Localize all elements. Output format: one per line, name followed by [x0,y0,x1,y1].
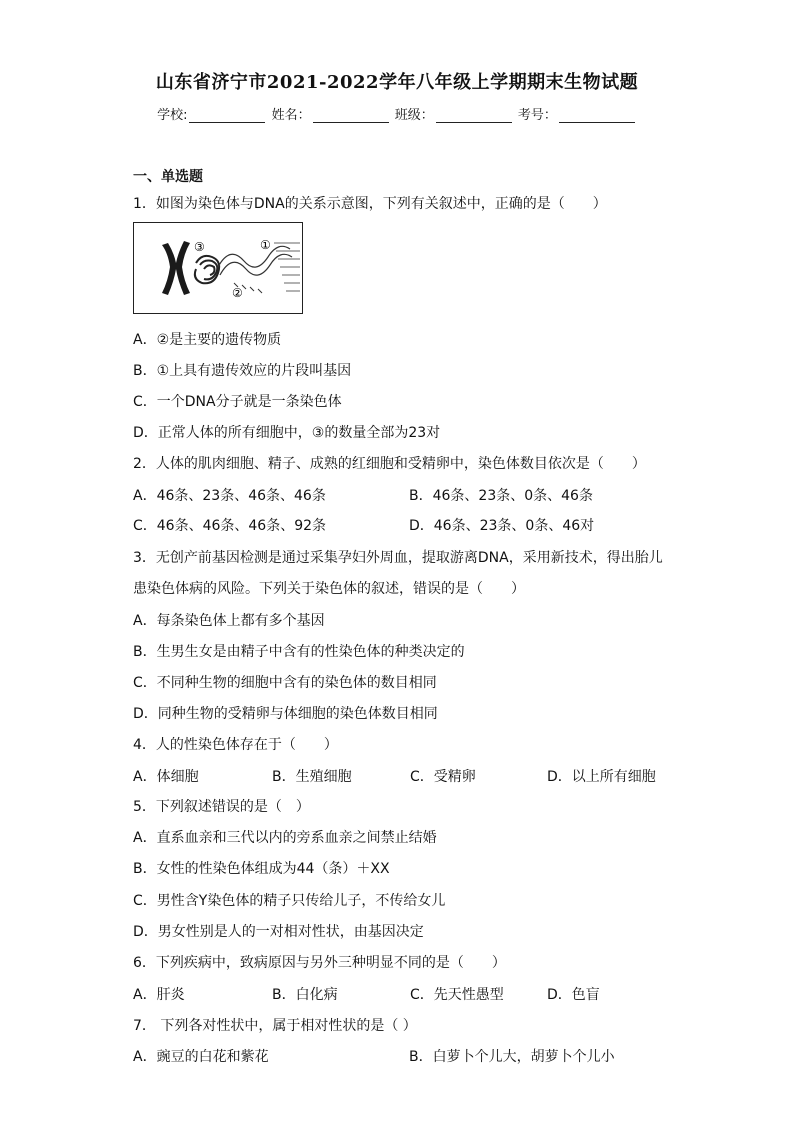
number-label: 考号： [517,108,557,123]
question-4-option-b[interactable]: B．生殖细胞 [272,769,352,785]
document-title: 山东省济宁市2021-2022学年八年级上学期期末生物试题 [155,72,639,93]
question-5-option-b[interactable]: B．女性的性染色体组成为44（条）＋XX [133,861,390,877]
question-4-option-c[interactable]: C．受精卵 [410,769,476,785]
question-6-option-c[interactable]: C．先天性愚型 [410,987,504,1003]
question-7-option-a[interactable]: A．豌豆的白花和紫花 [133,1049,269,1065]
dna-helix [218,243,300,293]
coiled-strand [195,256,219,283]
student-info-line [0,104,794,123]
school-blank[interactable] [189,108,265,123]
question-3-stem-line-2: 患染色体病的风险。下列关于染色体的叙述，错误的是（ ） [133,581,525,597]
question-3-stem-line-1: 3．无创产前基因检测是通过采集孕妇外周血，提取游离DNA，采用新技术，得出胎儿 [133,550,663,566]
question-7-stem: 7． 下列各对性状中，属于相对性状的是（ ） [133,1018,417,1034]
question-6-option-b[interactable]: B．白化病 [272,987,338,1003]
chromosome-dna-figure [133,222,303,314]
question-4-stem: 4．人的性染色体存在于（ ） [133,737,338,753]
question-7-option-b[interactable]: B．白萝卜个儿大，胡萝卜个儿小 [409,1049,615,1065]
question-3-option-b[interactable]: B．生男生女是由精子中含有的性染色体的种类决定的 [133,644,465,660]
question-2-option-b[interactable]: B．46条、23条、0条、46条 [409,488,593,504]
figure-label-1: ① [260,238,271,252]
question-5-stem: 5．下列叙述错误的是（ ） [133,799,310,815]
question-1-option-a[interactable]: A．②是主要的遗传物质 [133,332,282,348]
question-1-stem: 1．如图为染色体与DNA的关系示意图，下列有关叙述中，正确的是（ ） [133,196,607,212]
question-6-stem: 6．下列疾病中，致病原因与另外三种明显不同的是（ ） [133,955,506,971]
question-2-option-d[interactable]: D．46条、23条、0条、46对 [409,518,595,534]
figure-label-3: ③ [194,240,205,254]
question-4-option-d[interactable]: D．以上所有细胞 [547,769,656,785]
question-5-option-d[interactable]: D．男女性别是人的一对相对性状，由基因决定 [133,924,424,940]
question-1-option-b[interactable]: B．①上具有遗传效应的片段叫基因 [133,363,352,379]
section-title: 一、单选题 [133,169,203,185]
figure-label-2: ② [232,286,243,300]
name-blank[interactable] [313,108,389,123]
question-5-option-a[interactable]: A．直系血亲和三代以内的旁系血亲之间禁止结婚 [133,830,437,846]
school-label: 学校: [157,108,188,123]
question-6-option-d[interactable]: D．色盲 [547,987,600,1003]
question-4-option-a[interactable]: A．体细胞 [133,769,199,785]
question-3-option-a[interactable]: A．每条染色体上都有多个基因 [133,613,325,629]
chromosome-shape [162,241,190,295]
question-2-option-c[interactable]: C．46条、46条、46条、92条 [133,518,327,534]
chromosome-dna-diagram [134,223,302,313]
question-5-option-c[interactable]: C．男性含Y染色体的精子只传给儿子，不传给女儿 [133,893,446,909]
question-2-option-a[interactable]: A．46条、23条、46条、46条 [133,488,326,504]
question-6-option-a[interactable]: A．肝炎 [133,987,185,1003]
question-3-option-c[interactable]: C．不同种生物的细胞中含有的染色体的数目相同 [133,675,437,691]
question-3-option-d[interactable]: D．同种生物的受精卵与体细胞的染色体数目相同 [133,706,438,722]
class-label: 班级： [394,108,434,123]
question-1-option-c[interactable]: C．一个DNA分子就是一条染色体 [133,394,342,410]
question-1-option-d[interactable]: D．正常人体的所有细胞中，③的数量全部为23对 [133,425,441,441]
question-2-stem: 2．人体的肌肉细胞、精子、成熟的红细胞和受精卵中，染色体数目依次是（ ） [133,456,646,472]
number-blank[interactable] [559,108,635,123]
name-label: 姓名： [271,108,311,123]
class-blank[interactable] [436,108,512,123]
